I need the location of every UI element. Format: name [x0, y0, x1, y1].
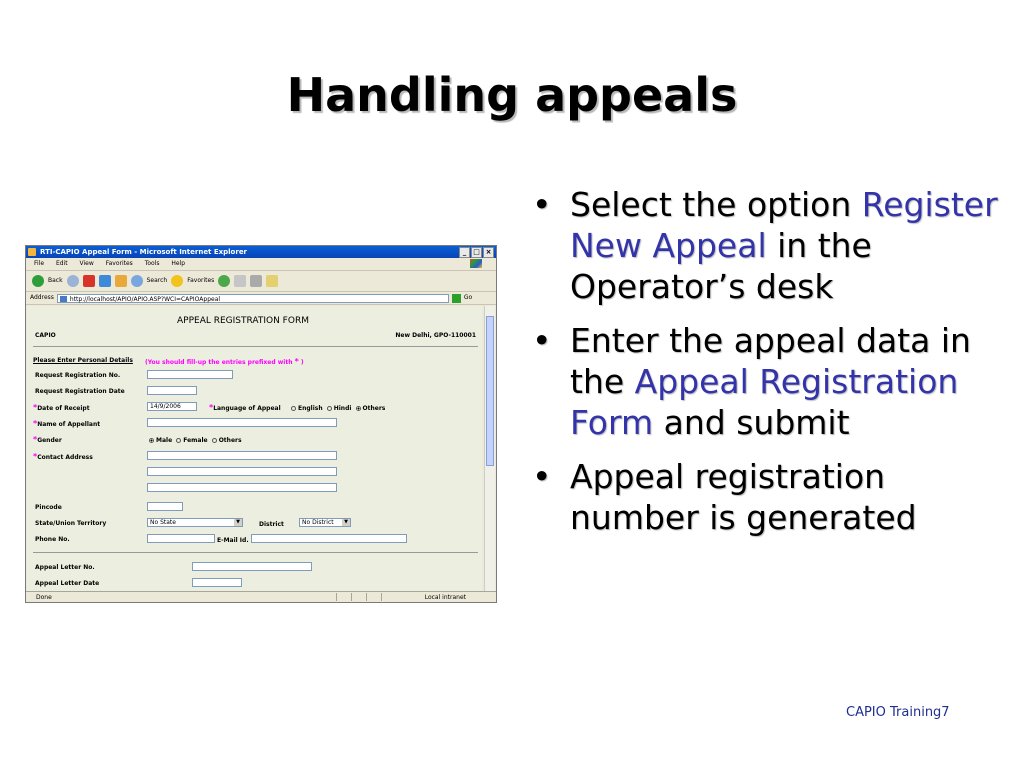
- gender-options: Male Female Others: [147, 437, 242, 444]
- bullet-text: in the Operator’s desk: [570, 226, 872, 306]
- bullet-text: Select the option: [570, 185, 862, 224]
- status-text: Done: [36, 594, 52, 601]
- phone-input[interactable]: [147, 534, 215, 543]
- window-controls: [459, 247, 494, 258]
- pincode-input[interactable]: [147, 502, 183, 511]
- divider: [33, 346, 478, 347]
- go-arrow-icon[interactable]: [452, 294, 461, 303]
- favorites-button[interactable]: Favorites: [187, 277, 215, 284]
- minimize-icon[interactable]: _: [459, 247, 470, 258]
- browser-screenshot: [25, 245, 497, 603]
- request-no-input[interactable]: [147, 370, 233, 379]
- form-heading: APPEAL REGISTRATION FORM: [177, 316, 309, 326]
- bullet-item: [532, 184, 1022, 307]
- label-state: State/Union Territory: [35, 520, 107, 527]
- maximize-icon[interactable]: □: [471, 247, 482, 258]
- label-date-receipt: *Date of Receipt: [33, 403, 90, 412]
- stop-icon[interactable]: [83, 275, 95, 287]
- form-page: [27, 306, 482, 591]
- label-district: District: [259, 521, 284, 528]
- bullet-highlight: Appeal Registration Form: [570, 362, 959, 442]
- back-arrow-icon[interactable]: [32, 275, 44, 287]
- history-icon[interactable]: [218, 275, 230, 287]
- bullet-text: and submit: [653, 403, 850, 442]
- search-icon[interactable]: [131, 275, 143, 287]
- divider: [33, 552, 478, 553]
- bullet-item: [532, 456, 1022, 538]
- status-divider: [336, 593, 349, 601]
- back-button[interactable]: Back: [48, 277, 63, 284]
- star-icon[interactable]: [171, 275, 183, 287]
- address-input[interactable]: [57, 294, 449, 303]
- toolbar: [26, 271, 496, 292]
- radio-hindi[interactable]: [327, 406, 332, 411]
- request-date-input[interactable]: [147, 386, 197, 395]
- menu-bar: [26, 258, 496, 271]
- date-receipt-input[interactable]: 14/9/2006: [147, 402, 197, 411]
- section-label: Please Enter Personal Details: [33, 357, 133, 364]
- bullet-highlight: Register New Appeal: [570, 185, 998, 265]
- address-line-3[interactable]: [147, 483, 337, 492]
- menu-help[interactable]: Help: [171, 260, 186, 267]
- search-button[interactable]: Search: [146, 277, 168, 284]
- bullet-dot: •: [532, 321, 552, 360]
- language-options: English Hindi Others: [289, 405, 385, 412]
- label-request-no: Request Registration No.: [35, 372, 121, 379]
- home-icon[interactable]: [115, 275, 127, 287]
- bullet-item: [532, 320, 1022, 443]
- folder-icon[interactable]: [266, 275, 278, 287]
- radio-english[interactable]: [291, 406, 296, 411]
- scroll-thumb[interactable]: [486, 316, 494, 466]
- name-input[interactable]: [147, 418, 337, 427]
- appeal-letter-no-input[interactable]: [192, 562, 312, 571]
- status-divider: [366, 593, 379, 601]
- address-bar: [26, 292, 496, 305]
- address-url: http://localhost/APIO/APIO.ASP?WCI=CAPIOAppeal: [69, 295, 221, 303]
- radio-female[interactable]: [176, 438, 181, 443]
- radio-male[interactable]: [149, 438, 154, 443]
- vertical-scrollbar[interactable]: [484, 306, 495, 591]
- status-bar: [26, 591, 496, 602]
- mail-icon[interactable]: [234, 275, 246, 287]
- address-line-1[interactable]: [147, 451, 337, 460]
- menu-file[interactable]: File: [34, 260, 45, 267]
- org-name: CAPIO: [35, 332, 56, 339]
- menu-edit[interactable]: Edit: [55, 260, 68, 267]
- go-button[interactable]: Go: [463, 294, 473, 301]
- label-appeal-letter-no: Appeal Letter No.: [35, 564, 95, 571]
- org-location: New Delhi, GPO-110001: [395, 332, 476, 339]
- bullet-dot: •: [532, 185, 552, 224]
- bullet-text: Appeal registration number is generated: [570, 457, 917, 537]
- label-request-date: Request Registration Date: [35, 388, 125, 395]
- status-divider: [381, 593, 394, 601]
- label-pincode: Pincode: [35, 504, 62, 511]
- label-phone: Phone No.: [35, 536, 70, 543]
- label-name: *Name of Appellant: [33, 419, 101, 428]
- appeal-letter-date-input[interactable]: [192, 578, 242, 587]
- chevron-down-icon: ▼: [234, 519, 242, 526]
- radio-others[interactable]: [356, 406, 361, 411]
- menu-tools[interactable]: Tools: [144, 260, 160, 267]
- label-appeal-letter-date: Appeal Letter Date: [35, 580, 100, 587]
- section-note: (You should fill-up the entries prefixed with * ): [145, 357, 304, 366]
- close-icon[interactable]: ×: [483, 247, 494, 258]
- bullet-list: [532, 184, 1022, 551]
- menu-view[interactable]: View: [79, 260, 94, 267]
- label-email: E-Mail Id.: [217, 537, 249, 544]
- chevron-down-icon: ▼: [342, 519, 350, 526]
- label-language: *Language of Appeal: [209, 403, 281, 412]
- address-line-2[interactable]: [147, 467, 337, 476]
- footer-text: CAPIO Training7: [846, 705, 950, 720]
- district-select[interactable]: No District ▼: [299, 518, 351, 527]
- windows-logo-icon: [470, 259, 482, 268]
- print-icon[interactable]: [250, 275, 262, 287]
- email-input[interactable]: [251, 534, 407, 543]
- slide-title: Handling appeals: [286, 68, 738, 122]
- page-icon: [60, 296, 67, 302]
- forward-arrow-icon[interactable]: [67, 275, 79, 287]
- zone-text: Local intranet: [424, 594, 466, 601]
- status-divider: [351, 593, 364, 601]
- label-address: *Contact Address: [33, 452, 93, 461]
- bullet-dot: •: [532, 457, 552, 496]
- window-titlebar: [26, 246, 496, 258]
- bullet-text: Enter the appeal data in the: [570, 321, 971, 401]
- label-gender: *Gender: [33, 435, 62, 444]
- address-label: Address: [30, 294, 54, 301]
- radio-gender-others[interactable]: [212, 438, 217, 443]
- menu-favorites[interactable]: Favorites: [105, 260, 133, 267]
- state-select[interactable]: No State ▼: [147, 518, 243, 527]
- ie-icon: [28, 248, 36, 256]
- window-title: RTI-CAPIO Appeal Form - Microsoft Internet Explorer: [40, 248, 248, 256]
- refresh-icon[interactable]: [99, 275, 111, 287]
